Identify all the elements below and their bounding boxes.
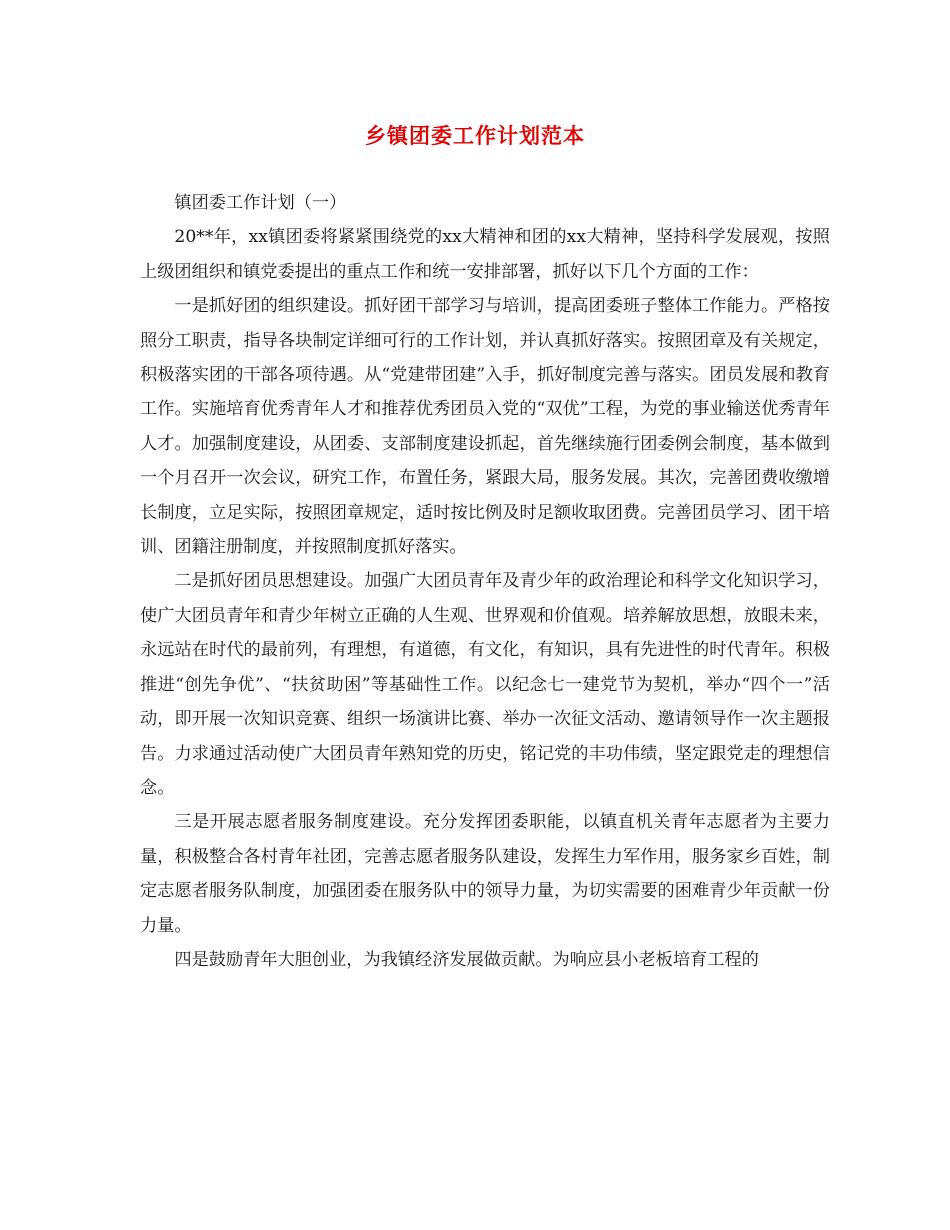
document-body: [140, 186, 830, 977]
paragraph-organization: 一是抓好团的组织建设。抓好团干部学习与培训，提高团委班子整体工作能力。严格按照分工职责，指导各块制定详细可行的工作计划，并认真抓好落实。按照团章及有关规定，积极落实团的干部各项待遇。从“党建带团建”入手，抓好制度完善与落实。团员发展和教育工作。实施培育优秀青年人才和推荐优秀团员入党的“双优”工程，为党的事业输送优秀青年人才。加强制度建设，从团委、支部制度建设抓起，首先继续施行团委例会制度，基本做到一个月召开一次会议，研究工作，布置任务，紧跟大局，服务发展。其次，完善团费收缴增长制度，立足实际，按照团章规定，适时按比例及时足额收取团费。完善团员学习、团干培训、团籍注册制度，并按照制度抓好落实。: [140, 296, 830, 558]
paragraph-intro: 20**年，xx镇团委将紧紧围绕党的xx大精神和团的xx大精神，坚持科学发展观，按照上级团组织和镇党委提出的重点工作和统一安排部署，抓好以下几个方面的工作：: [140, 227, 830, 282]
document-title: 乡镇团委工作计划范本: [365, 124, 585, 148]
paragraph-ideology: 二是抓好团员思想建设。加强广大团员青年及青少年的政治理论和科学文化知识学习，使广大团员青年和青少年树立正确的人生观、世界观和价值观。培养解放思想，放眼未来，永远站在时代的最前列，有理想，有道德，有文化，有知识，具有先进性的时代青年。积极推进“创先争优”、“扶贫助困”等基础性工作。以纪念七一建党节为契机，举办“四个一”活动，即开展一次知识竞赛、组织一场演讲比赛、举办一次征文活动、邀请领导作一次主题报告。力求通过活动使广大团员青年熟知党的历史，铭记党的丰功伟绩，坚定跟党走的理想信念。: [140, 571, 830, 798]
paragraph-volunteer: 三是开展志愿者服务制度建设。充分发挥团委职能，以镇直机关青年志愿者为主要力量，积极整合各村青年社团，完善志愿者服务队建设，发挥生力军作用，服务家乡百姓，制定志愿者服务队制度，加强团委在服务队中的领导力量，为切实需要的困难青少年贡献一份力量。: [140, 812, 830, 936]
paragraph-entrepreneurship: 四是鼓励青年大胆创业，为我镇经济发展做贡献。为响应县小老板培育工程的: [174, 949, 759, 970]
section-heading: 镇团委工作计划（一）: [174, 193, 347, 213]
